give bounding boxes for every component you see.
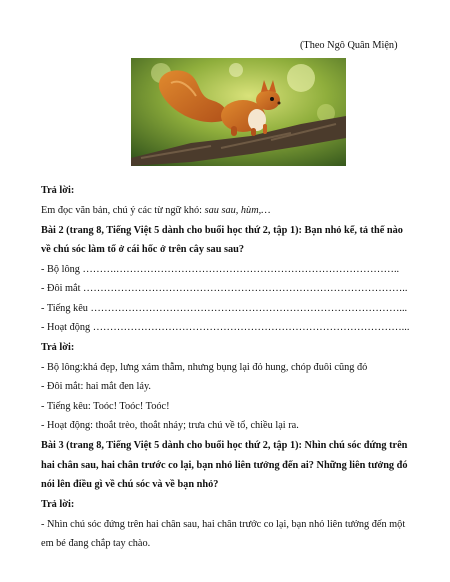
answer2-heading: Trả lời: — [41, 342, 75, 353]
answer1-text-prefix: Em đọc văn bản, chú ý các từ ngữ khó: — [41, 205, 205, 216]
question3-line3: nói lên điều gì về chú sóc và về bạn nhỏ? — [41, 479, 219, 490]
question2-line1: Bài 2 (trang 8, Tiếng Việt 5 dành cho buổi học thứ 2, tập 1): Bạn nhỏ kể, tả thế nào — [41, 225, 403, 236]
question2-blank-eyes: - Đôi mắt ………………………………………………………………………………….. — [41, 283, 408, 294]
question2-blank-activity: - Hoạt động ………………………………………………………………………………... — [41, 322, 410, 333]
question3-line1: Bài 3 (trang 8, Tiếng Việt 5 dành cho buổi học thứ 2, tập 1): Nhìn chú sóc đứng trên — [41, 440, 408, 451]
answer3-line1: - Nhìn chú sóc đứng trên hai chân sau, hai chân trước co lại, bạn nhỏ liên tưởng đến một — [41, 519, 406, 530]
answer2-item-activity: - Hoạt động: thoắt trèo, thoắt nhảy; trưa chú về tổ, chiều lại ra. — [41, 420, 299, 431]
source-citation: (Theo Ngô Quân Miện) — [300, 40, 398, 51]
question2-line2: về chú sóc làm tổ ở cái hốc ở trên cây sau sau? — [41, 244, 245, 255]
answer3-heading: Trả lời: — [41, 499, 75, 510]
question2-blank-call: - Tiếng kêu ………………………………………………………………………………... — [41, 303, 408, 314]
answer1-text — [41, 204, 413, 218]
answer1-heading: Trả lời: — [41, 185, 75, 196]
question3-line2: hai chân sau, hai chân trước co lại, bạn nhỏ liên tưởng đến ai? Những liên tưởng đó — [41, 460, 408, 471]
answer3-line2: em bé đang chắp tay chào. — [41, 538, 151, 549]
answer2-item-eyes: - Đôi mắt: hai mắt đen láy. — [41, 381, 151, 392]
question2-blank-fur: - Bộ lông ……….……………………………………………………………………….. — [41, 264, 400, 275]
squirrel-illustration — [131, 58, 346, 166]
answer2-item-fur: - Bộ lông:khá đẹp, lưng xám thẫm, nhưng bụng lại đỏ hung, chóp đuôi cũng đỏ — [41, 362, 368, 373]
answer2-item-call: - Tiếng kêu: Toóc! Toóc! Toóc! — [41, 401, 170, 412]
squirrel-photo — [131, 58, 346, 166]
answer1-difficult-words: sau sau, hùm,… — [204, 205, 271, 216]
